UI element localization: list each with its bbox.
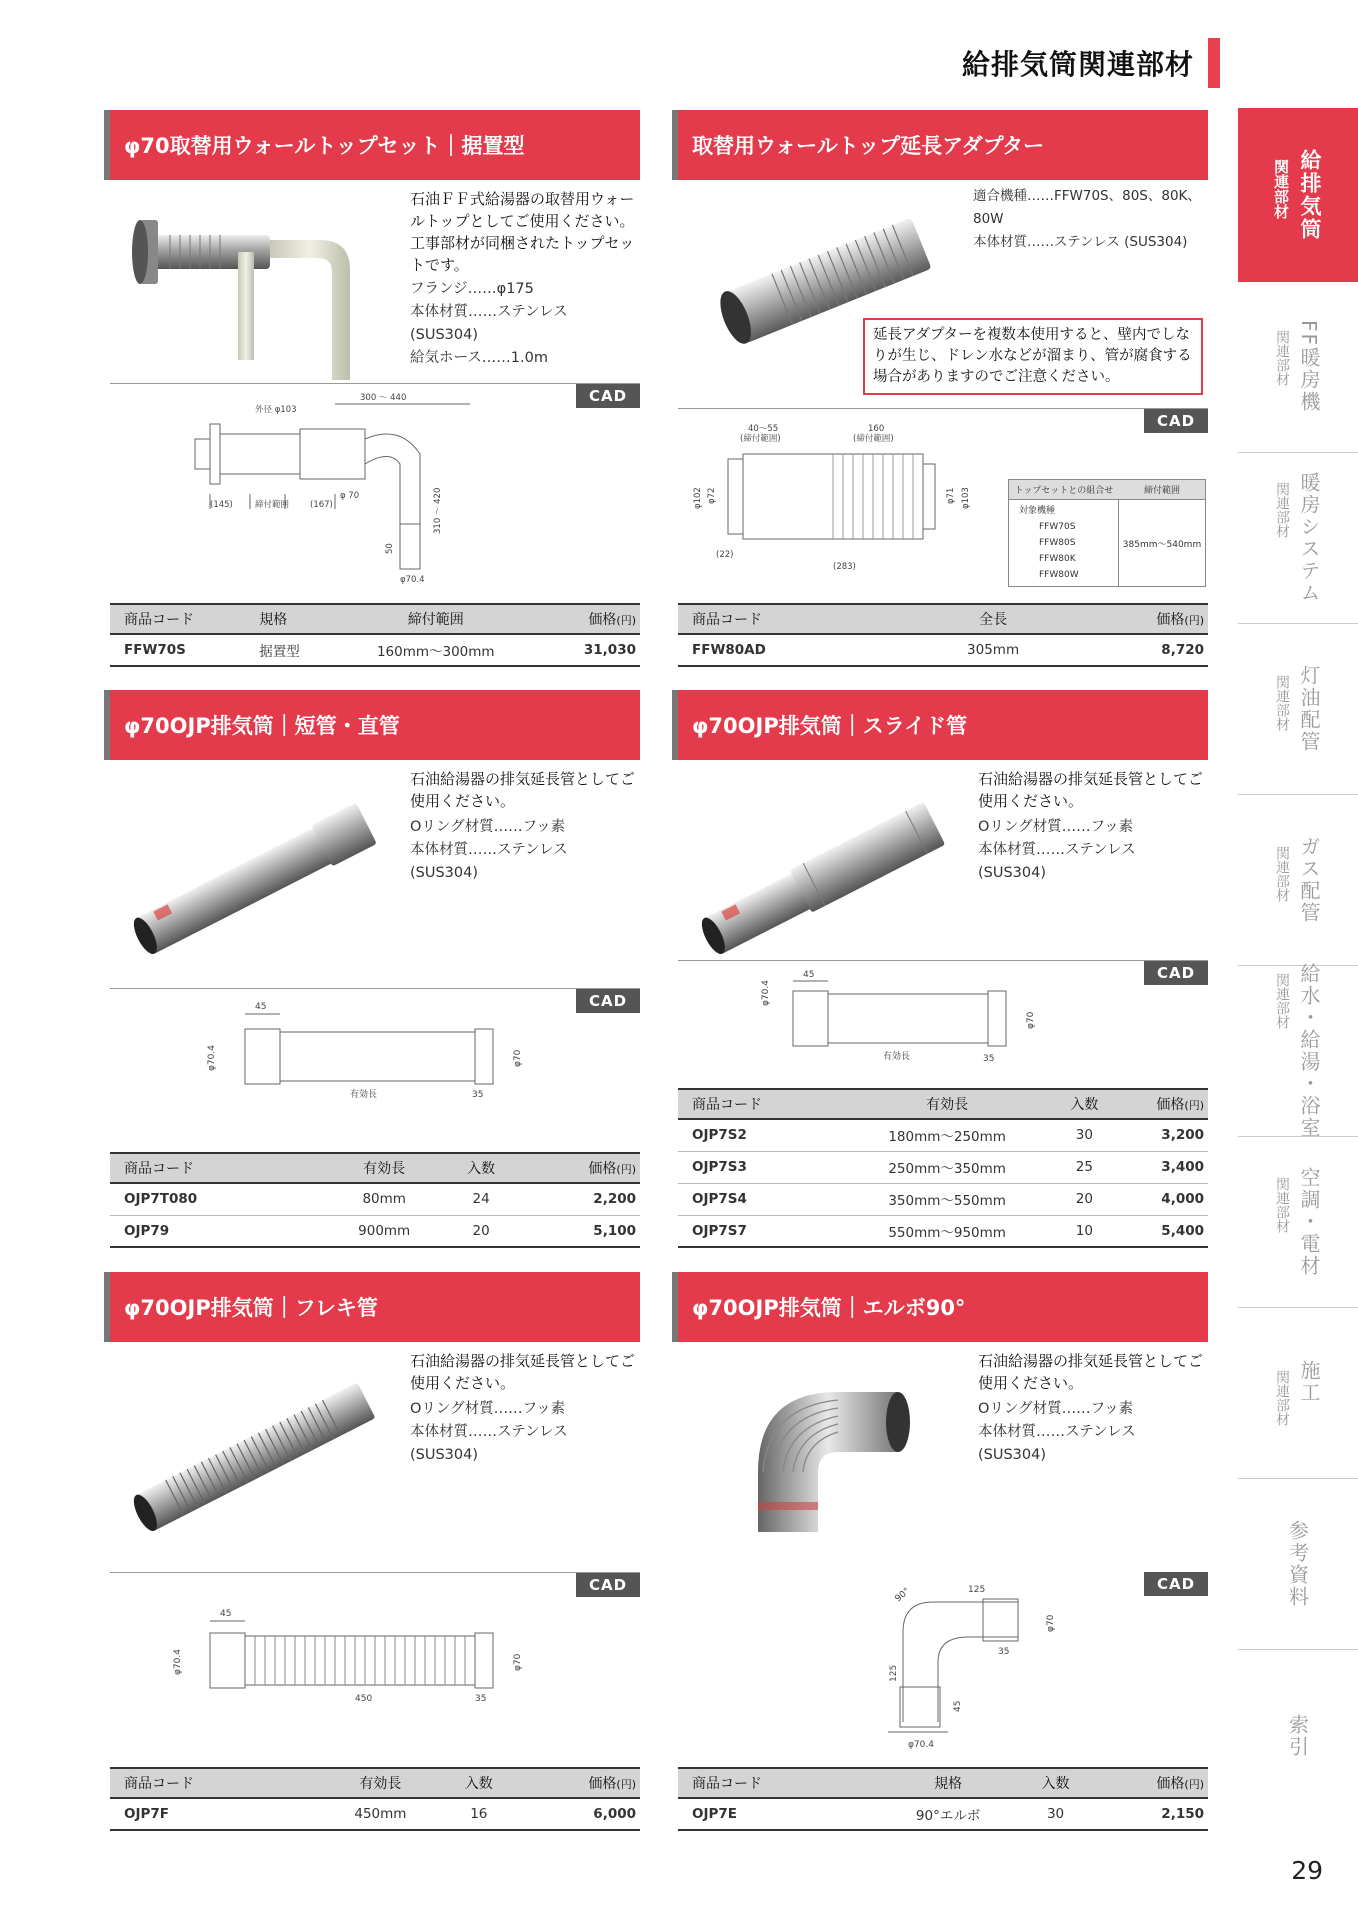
combo-table: [1008, 479, 1206, 587]
label-145: (145): [210, 500, 233, 510]
col-code: 商品コード: [678, 1768, 873, 1798]
col-qty: 入数: [444, 1768, 513, 1798]
label-167: (167): [310, 500, 333, 510]
col-length: 有効長: [836, 1089, 1058, 1119]
label-phi704: φ70.4: [761, 980, 771, 1006]
table-row: OJP7S7 550mm～950mm 10 5,400: [678, 1215, 1208, 1247]
cad-button[interactable]: CAD: [1144, 409, 1208, 433]
tab-kerosene-piping[interactable]: 灯油配管 関連部材: [1238, 624, 1358, 795]
label-phi704: φ70.4: [908, 1740, 934, 1750]
product-body: [110, 760, 640, 1005]
label-phi71: φ71: [946, 487, 956, 504]
technical-drawing: [110, 383, 640, 593]
spec-oring: Oリング材質……フッ素: [978, 819, 1134, 835]
col-code: 商品コード: [110, 1153, 321, 1183]
product-card-ojp-elbow: [678, 1272, 1208, 1824]
product-card-ojp-flex: [110, 1272, 640, 1822]
spec-oring: Oリング材質……フッ素: [410, 1401, 566, 1417]
label-160: 160: [868, 424, 885, 434]
label-125-side: 125: [889, 1664, 899, 1682]
spec-oring: Oリング材質……フッ素: [410, 819, 566, 835]
label-phi704: φ70.4: [173, 1649, 183, 1675]
table-row: OJP79 900mm 20 5,100: [110, 1215, 640, 1247]
col-code: 商品コード: [678, 1089, 836, 1119]
spec-material: 本体材質……ステンレス (SUS304): [410, 304, 568, 343]
spec-material: 本体材質……ステンレス (SUS304): [410, 1424, 568, 1463]
combo-header-1: トップセットとの組合せ: [1014, 486, 1114, 496]
spec-models: 適合機種……FFW70S、80S、80K、80W: [973, 188, 1201, 227]
col-price: 価格(円): [1088, 1768, 1208, 1798]
product-title: φ70OJP排気筒｜短管・直管: [110, 690, 640, 760]
header-accent-bar: [1208, 38, 1220, 88]
cad-button[interactable]: CAD: [576, 1573, 640, 1597]
label-phi102: φ102: [693, 487, 703, 509]
label-45: 45: [953, 1700, 963, 1712]
col-code: 商品コード: [110, 1768, 316, 1798]
label-fasten-range: 締付範囲: [255, 500, 290, 510]
product-table: [678, 603, 1208, 667]
label-90-degree: 90°: [893, 1586, 913, 1605]
col-qty: 入数: [1058, 1089, 1111, 1119]
product-table: [110, 1767, 640, 1831]
cad-button[interactable]: CAD: [576, 384, 640, 408]
product-table: [110, 603, 640, 667]
col-spec: 規格: [259, 604, 331, 634]
cad-button[interactable]: CAD: [1144, 1572, 1208, 1596]
description-text: 石油ＦＦ式給湯器の取替用ウォールトップとしてご使用ください。工事部材が同梱されたトップセットです。: [410, 190, 635, 274]
cad-button[interactable]: CAD: [1144, 961, 1208, 985]
table-row: OJP7E 90°エルボ 30 2,150: [678, 1798, 1208, 1830]
col-code: 商品コード: [678, 604, 921, 634]
tab-water-bath[interactable]: 給水・給湯・浴室 関連部材: [1238, 966, 1358, 1137]
table-row: OJP7F 450mm 16 6,000: [110, 1798, 640, 1830]
col-range: 締付範囲: [331, 604, 540, 634]
label-phi70: φ70: [1026, 1011, 1036, 1029]
description-text: 石油給湯器の排気延長管としてご使用ください。: [410, 1352, 636, 1392]
product-title: φ70OJP排気筒｜フレキ管: [110, 1272, 640, 1342]
spec-hose: 給気ホース……1.0m: [410, 350, 548, 366]
label-4055: 40～55: [748, 424, 779, 434]
drawing-svg: [678, 961, 1208, 1081]
spec-oring: Oリング材質……フッ素: [978, 1401, 1134, 1417]
combo-model: FFW70S: [1039, 522, 1076, 532]
combo-range: 385mm～540mm: [1122, 539, 1202, 550]
product-card-ojp-slide: [678, 690, 1208, 1241]
table-row: OJP7S4 350mm～550mm 20 4,000: [678, 1183, 1208, 1215]
drawing-svg: [110, 989, 640, 1149]
page-header: [962, 38, 1220, 88]
technical-drawing: [678, 1572, 1208, 1762]
tab-heating-system[interactable]: 暖房システム 関連部材: [1238, 453, 1358, 624]
table-row: OJP7S3 250mm～350mm 25 3,400: [678, 1151, 1208, 1183]
straight-pipe-photo: [120, 780, 390, 980]
product-table: [678, 1767, 1208, 1831]
spec-material: 本体材質……ステンレス (SUS304): [978, 842, 1136, 881]
product-title: φ70取替用ウォールトップセット｜据置型: [110, 110, 640, 180]
tab-index[interactable]: 索引: [1285, 1713, 1310, 1758]
label-45: 45: [803, 970, 815, 980]
spec-material: 本体材質……ステンレス (SUS304): [410, 842, 568, 881]
spec-flange: フランジ……φ175: [410, 281, 534, 297]
tab-construction[interactable]: 施工 関連部材: [1238, 1308, 1358, 1479]
label-283: (283): [833, 562, 856, 572]
label-phi103: φ103: [961, 487, 971, 509]
col-price: 価格(円): [540, 604, 640, 634]
label-fasten-2: (締付範囲): [853, 434, 894, 444]
label-45: 45: [220, 1609, 232, 1619]
product-table: [110, 1152, 640, 1248]
table-row: OJP7T080 80mm 24 2,200: [110, 1183, 640, 1215]
spec-material: 本体材質……ステンレス (SUS304): [973, 234, 1188, 250]
label-fasten-1: (締付範囲): [740, 434, 781, 444]
product-card-ffw70s: [110, 110, 640, 660]
product-body: [678, 180, 1208, 425]
label-phi70: φ70: [1046, 1614, 1056, 1632]
elbow-photo: [718, 1352, 918, 1542]
col-qty: 入数: [447, 1153, 515, 1183]
page-title: 給排気筒関連部材: [961, 48, 1194, 81]
notice-box: [863, 318, 1203, 395]
label-phi704: φ70.4: [207, 1045, 217, 1071]
label-125-top: 125: [968, 1585, 986, 1595]
col-price: 価格(円): [515, 1153, 640, 1183]
slide-pipe-photo: [688, 780, 958, 980]
product-description: [410, 1350, 640, 1467]
col-qty: 入数: [1023, 1768, 1088, 1798]
combo-model: FFW80W: [1039, 570, 1079, 580]
col-price: 価格(円): [1111, 1089, 1208, 1119]
label-35: 35: [475, 1694, 487, 1704]
drawing-svg: [110, 1573, 640, 1748]
label-height: 310 ～ 420: [433, 487, 443, 534]
table-row: FFW70S 据置型 160mm～300mm 31,030: [110, 634, 640, 666]
col-price: 価格(円): [1065, 604, 1208, 634]
label-effective-length: 有効長: [883, 1052, 911, 1062]
label-effective-length: 有効長: [350, 1090, 378, 1100]
technical-drawing: [678, 960, 1208, 1080]
product-title: φ70OJP排気筒｜エルボ90°: [678, 1272, 1208, 1342]
table-row: FFW80AD 305mm 8,720: [678, 634, 1208, 666]
product-description: [978, 768, 1208, 885]
product-title: 取替用ウォールトップ延長アダプター: [678, 110, 1208, 180]
drawing-svg: [110, 384, 640, 594]
product-description: [410, 188, 640, 370]
product-title: φ70OJP排気筒｜スライド管: [678, 690, 1208, 760]
wall-top-set-photo: [120, 190, 390, 390]
tab-aircon-electric[interactable]: 空調・電材 関連部材: [1238, 1137, 1358, 1308]
product-body: [678, 1342, 1208, 1587]
tab-exhaust[interactable]: 給排気筒 関連部材: [1238, 108, 1358, 282]
description-text: 石油給湯器の排気延長管としてご使用ください。: [978, 770, 1204, 810]
tab-reference[interactable]: 参考資料: [1238, 1479, 1358, 1650]
product-card-ffw80ad: [678, 110, 1208, 658]
col-length: 有効長: [321, 1153, 447, 1183]
description-text: 石油給湯器の排気延長管としてご使用ください。: [410, 770, 636, 810]
product-description: [973, 185, 1213, 254]
spec-material: 本体材質……ステンレス (SUS304): [978, 1424, 1136, 1463]
combo-target: 対象機種: [1019, 506, 1056, 516]
notice-text: 延長アダプターを複数本使用すると、壁内でしなりが生じ、ドレン水などが溜まり、管が腐食する場合がありますのでご注意ください。: [873, 327, 1192, 385]
product-description: [410, 768, 640, 885]
tab-gas-piping[interactable]: ガス配管 関連部材: [1238, 795, 1358, 966]
combo-header-2: 締付範囲: [1143, 486, 1180, 496]
col-price: 価格(円): [513, 1768, 640, 1798]
label-50: 50: [385, 543, 395, 554]
col-spec: 規格: [873, 1768, 1023, 1798]
technical-drawing: [110, 988, 640, 1148]
label-45: 45: [255, 1002, 267, 1012]
label-450: 450: [355, 1694, 373, 1704]
label-range: 300 ～ 440: [360, 393, 407, 403]
col-length: 有効長: [316, 1768, 444, 1798]
label-phi70: φ 70: [340, 491, 360, 501]
label-phi704: φ70.4: [400, 575, 425, 585]
tab-ff-heater[interactable]: FF暖房機 関連部材: [1238, 282, 1358, 453]
product-body: [110, 1342, 640, 1587]
label-outer-diameter: 外径 φ103: [255, 405, 297, 415]
label-22: (22): [716, 550, 734, 560]
side-nav: [1238, 108, 1358, 1821]
technical-drawing: [110, 1572, 640, 1747]
product-card-ojp-short: [110, 690, 640, 1239]
drawing-svg: [678, 1572, 1208, 1762]
product-description: [978, 1350, 1208, 1467]
col-length: 全長: [921, 604, 1065, 634]
label-phi70: φ70: [513, 1653, 523, 1671]
label-phi70: φ70: [513, 1049, 523, 1067]
product-table: [678, 1088, 1208, 1248]
label-35: 35: [472, 1090, 484, 1100]
technical-drawing: [678, 408, 1208, 593]
table-row: OJP7S2 180mm～250mm 30 3,200: [678, 1119, 1208, 1151]
cad-button[interactable]: CAD: [576, 989, 640, 1013]
label-phi72: φ72: [707, 487, 717, 504]
combo-model: FFW80S: [1039, 538, 1076, 548]
description-text: 石油給湯器の排気延長管としてご使用ください。: [978, 1352, 1204, 1392]
page-number: 29: [1291, 1856, 1323, 1885]
col-code: 商品コード: [110, 604, 259, 634]
label-35: 35: [998, 1647, 1010, 1657]
label-35: 35: [983, 1054, 995, 1064]
combo-model: FFW80K: [1039, 554, 1076, 564]
flex-pipe-photo: [120, 1357, 390, 1557]
